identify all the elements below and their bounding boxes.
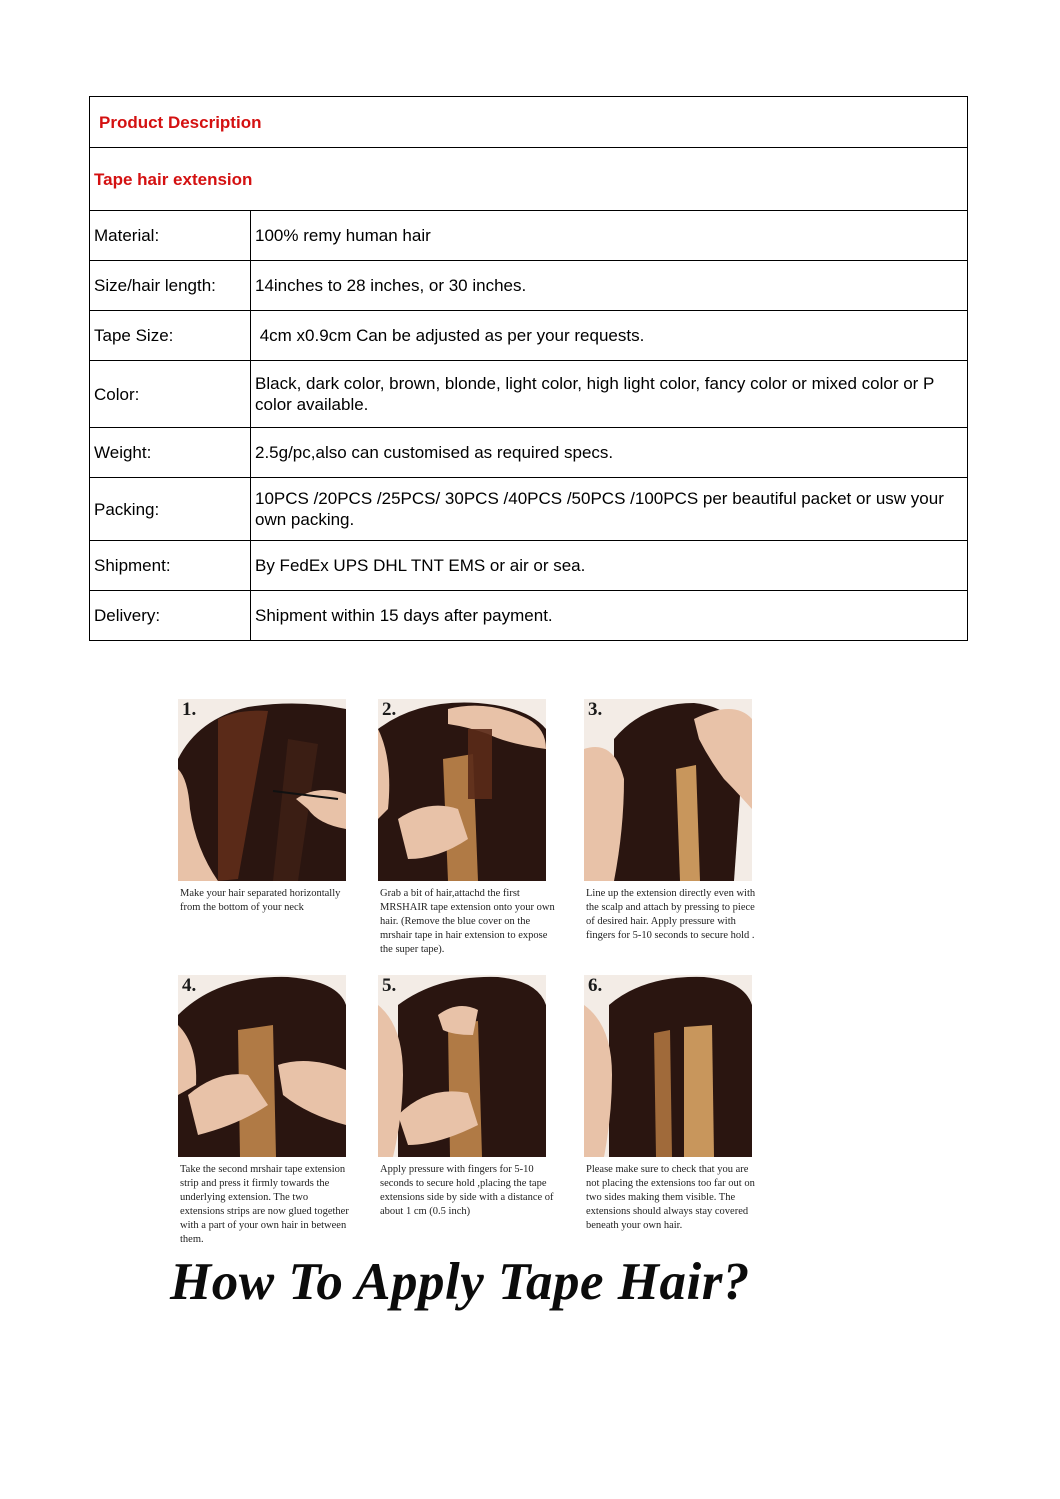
row-value: Black, dark color, brown, blonde, light color, high light color, fancy color or mixed color or P color available. — [251, 361, 968, 428]
table-subtitle-row — [90, 148, 968, 211]
row-label: Color: — [90, 361, 251, 428]
row-value: 10PCS /20PCS /25PCS/ 30PCS /40PCS /50PCS /100PCS per beautiful packet or usw your own packing. — [251, 478, 968, 541]
table-title-row — [90, 97, 968, 148]
step-number: 6. — [588, 975, 603, 996]
how-to-apply-figure — [164, 695, 754, 1325]
step-number: 4. — [182, 975, 197, 996]
table-row — [90, 361, 968, 428]
step-1-photo — [178, 699, 346, 881]
step-6-photo — [584, 975, 752, 1157]
row-label: Tape Size: — [90, 311, 251, 361]
step-5-photo — [378, 975, 546, 1157]
step-caption: Line up the extension directly even with the scalp and attach by pressing to piece of desired hair. Apply pressure with fingers for 5-10 seconds to secure hold . — [586, 888, 756, 941]
table-row — [90, 541, 968, 591]
row-value: By FedEx UPS DHL TNT EMS or air or sea. — [251, 541, 968, 591]
product-name-heading: Tape hair extension — [90, 148, 968, 211]
row-label: Shipment: — [90, 541, 251, 591]
table-row — [90, 311, 968, 361]
step-2-photo — [378, 699, 546, 881]
step-3-photo — [584, 699, 752, 881]
product-spec-table — [89, 96, 968, 641]
table-row — [90, 211, 968, 261]
row-label: Size/hair length: — [90, 261, 251, 311]
step-caption: Grab a bit of hair,attachd the first MRSHAIR tape extension onto your own hair. (Remove the blue cover on the mrshair tape in hair extension to expose the super tape). — [380, 888, 555, 955]
step-caption: Make your hair separated horizontally from the bottom of your neck — [180, 888, 341, 913]
table-row — [90, 428, 968, 478]
row-value: Shipment within 15 days after payment. — [251, 591, 968, 641]
row-label: Material: — [90, 211, 251, 261]
row-value: 2.5g/pc,also can customised as required specs. — [251, 428, 968, 478]
step-number: 3. — [588, 699, 603, 720]
how-to-title: How To Apply Tape Hair? — [170, 1253, 750, 1311]
table-row — [90, 478, 968, 541]
step-caption: Take the second mrshair tape extension strip and press it firmly towards the underlying extension. The two extensions strips are now glued together with a part of your own hair in between them. — [180, 1164, 349, 1245]
table-row — [90, 591, 968, 641]
step-number: 2. — [382, 699, 397, 720]
product-description-heading: Product Description — [90, 97, 968, 148]
step-number: 5. — [382, 975, 397, 996]
row-label: Delivery: — [90, 591, 251, 641]
row-label: Weight: — [90, 428, 251, 478]
step-4-photo — [178, 975, 346, 1157]
step-number: 1. — [182, 699, 197, 720]
row-value: 4cm x0.9cm Can be adjusted as per your requests. — [251, 311, 968, 361]
step-caption: Apply pressure with fingers for 5-10 seconds to secure hold ,placing the tape extensions side by side with a distance of about 1 cm (0.5 inch) — [380, 1164, 554, 1217]
row-label: Packing: — [90, 478, 251, 541]
row-value: 100% remy human hair — [251, 211, 968, 261]
step-caption: Please make sure to check that you are not placing the extensions too far out on two sides making them visible. The extensions should always stay covered beneath your own hair. — [586, 1164, 755, 1231]
row-value: 14inches to 28 inches, or 30 inches. — [251, 261, 968, 311]
table-row — [90, 261, 968, 311]
